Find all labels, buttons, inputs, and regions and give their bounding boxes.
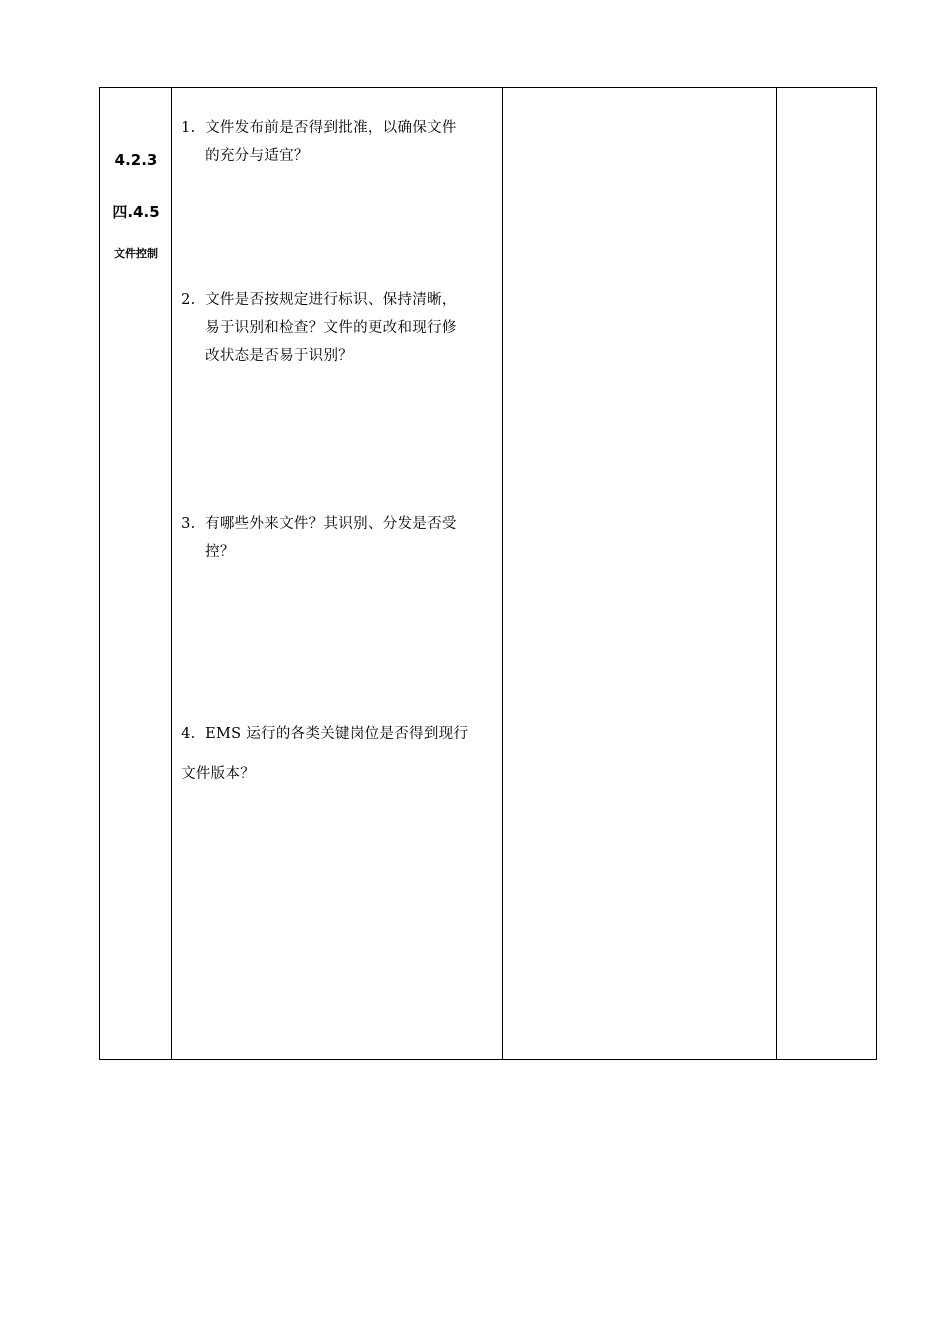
question-item bbox=[181, 114, 497, 170]
question-text-line: 易于识别和检查？文件的更改和现行修 bbox=[205, 320, 457, 336]
table-row bbox=[100, 88, 877, 1060]
clause-local-ref: 四.4.5 bbox=[112, 203, 160, 221]
question-number: 3. bbox=[181, 516, 196, 532]
clause-iso-ref: 4.2.3 bbox=[114, 151, 158, 169]
question-text-line: 文件是否按规定进行标识、保持清晰， bbox=[205, 292, 457, 308]
questions-cell bbox=[172, 88, 502, 1060]
question-item bbox=[181, 286, 497, 370]
question-number: 2. bbox=[181, 292, 196, 308]
question-item bbox=[181, 510, 497, 566]
question-number: 4. bbox=[181, 726, 196, 742]
question-text-line: EMS 运行的各类关键岗位是否得到现行 bbox=[205, 726, 469, 742]
clause-title: 文件控制 bbox=[114, 247, 158, 260]
clause-cell bbox=[100, 88, 172, 1060]
question-text-line: 控？ bbox=[205, 544, 235, 560]
question-text-line: 有哪些外来文件？其识别、分发是否受 bbox=[205, 516, 457, 532]
question-text-line: 文件发布前是否得到批准，以确保文件 bbox=[205, 120, 457, 136]
result-cell[interactable] bbox=[776, 88, 876, 1060]
question-text-line: 文件版本？ bbox=[181, 766, 256, 782]
question-number: 1. bbox=[181, 120, 196, 136]
question-text-line: 改状态是否易于识别？ bbox=[205, 348, 354, 364]
audit-checklist-table bbox=[99, 87, 877, 1060]
evidence-cell[interactable] bbox=[502, 88, 776, 1060]
question-text-line: 的充分与适宜？ bbox=[205, 148, 309, 164]
question-item bbox=[181, 714, 497, 794]
